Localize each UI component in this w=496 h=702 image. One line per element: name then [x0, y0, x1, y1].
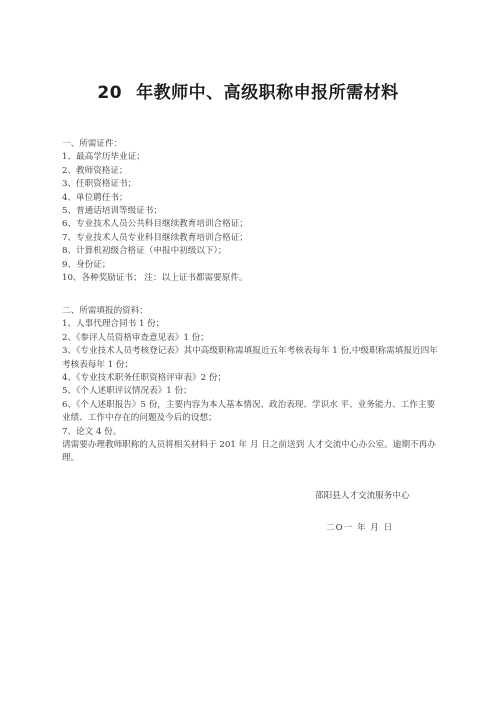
- issue-date: 二O一 年 月 日: [326, 523, 394, 533]
- submission-notice: 请需要办理教师职称的人员将相关材料于 201 年 月 日之前送到 人才交流中心办公室。逾期不再办理。: [62, 440, 436, 464]
- list-item: 5、《个人述职评议情况表》1 份；: [62, 386, 192, 397]
- list-item: 3、任职资格证书；: [62, 179, 137, 190]
- list-item: 1、最高学历毕业证；: [62, 152, 145, 163]
- list-item: 7、专业技术人员专业科目继续教育培训合格证；: [62, 232, 248, 243]
- list-item: 9、身份证；: [62, 259, 111, 270]
- list-item: 6、《个人述职报告》5 份，主要内容为本人基本情况、政治表现、学识水 平、业务能力、工作主要业绩、工作中存在的问题及今后的设想；: [62, 399, 436, 424]
- list-item: 2、教师资格证；: [62, 165, 128, 176]
- issuing-organization: 邵阳县人才交流服务中心: [315, 491, 410, 501]
- list-item: 4、《专业技术职务任职资格评审表》2 份；: [62, 373, 227, 384]
- list-item: 5、普通话培训等级证书；: [62, 206, 162, 217]
- list-item: 2、《参评人员资格审查意见表》1 份；: [62, 332, 209, 343]
- list-item: 4、单位聘任书；: [62, 192, 128, 203]
- list-item: 10、各种奖励证书； 注：以上证书都需要原件。: [62, 273, 248, 284]
- list-item: 7、论文 4 份。: [62, 426, 122, 437]
- list-item: 8、计算机初级合格证（申报中初级以下）；: [62, 246, 227, 257]
- section-heading: 一、所需证件：: [62, 139, 123, 149]
- list-item: 1、人事代理合同书 1 份；: [62, 319, 165, 330]
- section-certificates: [62, 138, 442, 285]
- section-forms: [62, 305, 442, 466]
- section-heading: 二、所需填报的资料：: [62, 306, 148, 316]
- list-item: 3、《专业技术人员考核登记表》其中高级职称需填报近五年考核表每年 1 份,中级职称需填报近四年考核表每年 1 份；: [62, 346, 438, 370]
- list-item: 6、专业技术人员公共科目继续教育培训合格证；: [62, 219, 248, 230]
- title-year: 20: [97, 83, 123, 103]
- document-title: [0, 78, 496, 103]
- title-text: 年教师中、高级职称申报所需材料: [136, 83, 399, 103]
